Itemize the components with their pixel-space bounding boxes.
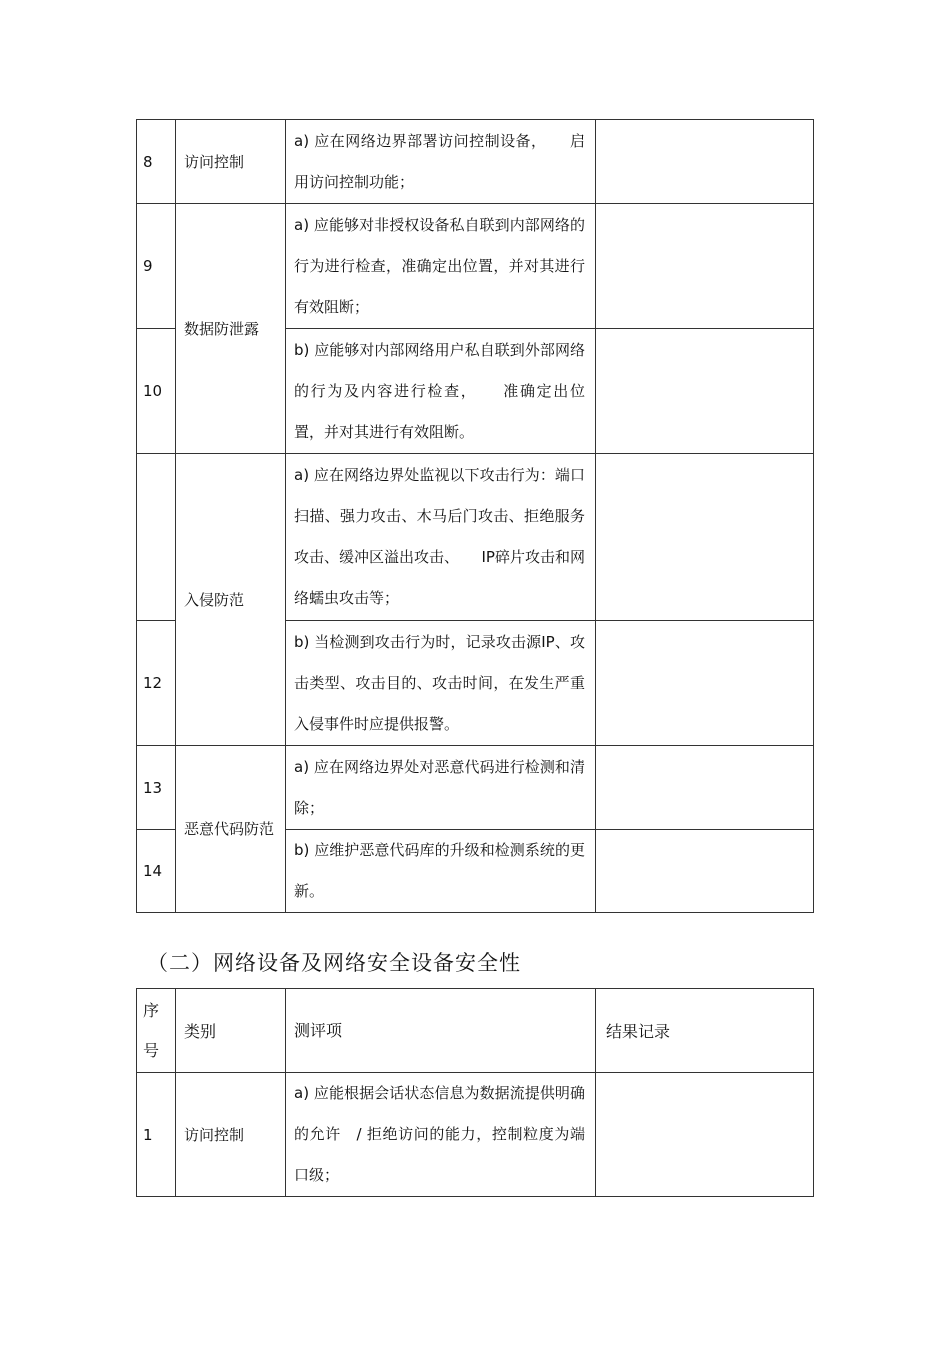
item-cell: a) 应在网络边界处对恶意代码进行检测和清除； [286, 746, 596, 830]
result-cell [596, 120, 814, 204]
section-title: （二）网络设备及网络安全设备安全性 [147, 951, 521, 975]
table-row [137, 1073, 814, 1197]
header-category: 类别 [176, 989, 286, 1073]
category-cell: 访问控制 [176, 1073, 286, 1197]
header-item: 测评项 [286, 989, 596, 1073]
seq-cell: 9 [137, 204, 176, 329]
seq-cell [137, 454, 176, 621]
item-cell: b) 应能够对内部网络用户私自联到外部网络的行为及内容进行检查， 准确定出位置，并对其进行有效阻断。 [286, 329, 596, 454]
table-row [137, 204, 814, 329]
result-cell [596, 329, 814, 454]
item-cell: a) 应能根据会话状态信息为数据流提供明确的允许 / 拒绝访问的能力，控制粒度为端口级； [286, 1073, 596, 1197]
result-cell [596, 830, 814, 913]
category-cell: 数据防泄露 [176, 204, 286, 454]
item-cell: a) 应在网络边界处监视以下攻击行为：端口扫描、强力攻击、木马后门攻击、拒绝服务攻击、缓冲区溢出攻击、 IP碎片攻击和网络蠕虫攻击等； [286, 454, 596, 621]
seq-cell: 10 [137, 329, 176, 454]
item-cell: a) 应在网络边界部署访问控制设备， 启用访问控制功能； [286, 120, 596, 204]
seq-cell: 14 [137, 830, 176, 913]
header-result: 结果记录 [596, 989, 814, 1073]
item-cell: a) 应能够对非授权设备私自联到内部网络的行为进行检查，准确定出位置，并对其进行有效阻断； [286, 204, 596, 329]
table-row [137, 120, 814, 204]
evaluation-table-2 [136, 988, 814, 1197]
result-cell [596, 621, 814, 746]
seq-cell: 8 [137, 120, 176, 204]
result-cell [596, 454, 814, 621]
seq-cell: 12 [137, 621, 176, 746]
table-row [137, 746, 814, 830]
evaluation-table-1 [136, 119, 814, 913]
category-cell: 访问控制 [176, 120, 286, 204]
seq-cell: 13 [137, 746, 176, 830]
item-cell: b) 当检测到攻击行为时，记录攻击源IP、攻击类型、攻击目的、攻击时间，在发生严重入侵事件时应提供报警。 [286, 621, 596, 746]
category-cell: 恶意代码防范 [176, 746, 286, 913]
result-cell [596, 204, 814, 329]
header-seq: 序号 [137, 989, 176, 1073]
table-header-row [137, 989, 814, 1073]
seq-cell: 1 [137, 1073, 176, 1197]
item-cell: b) 应维护恶意代码库的升级和检测系统的更新。 [286, 830, 596, 913]
result-cell [596, 1073, 814, 1197]
table-row [137, 454, 814, 621]
result-cell [596, 746, 814, 830]
category-cell: 入侵防范 [176, 454, 286, 746]
